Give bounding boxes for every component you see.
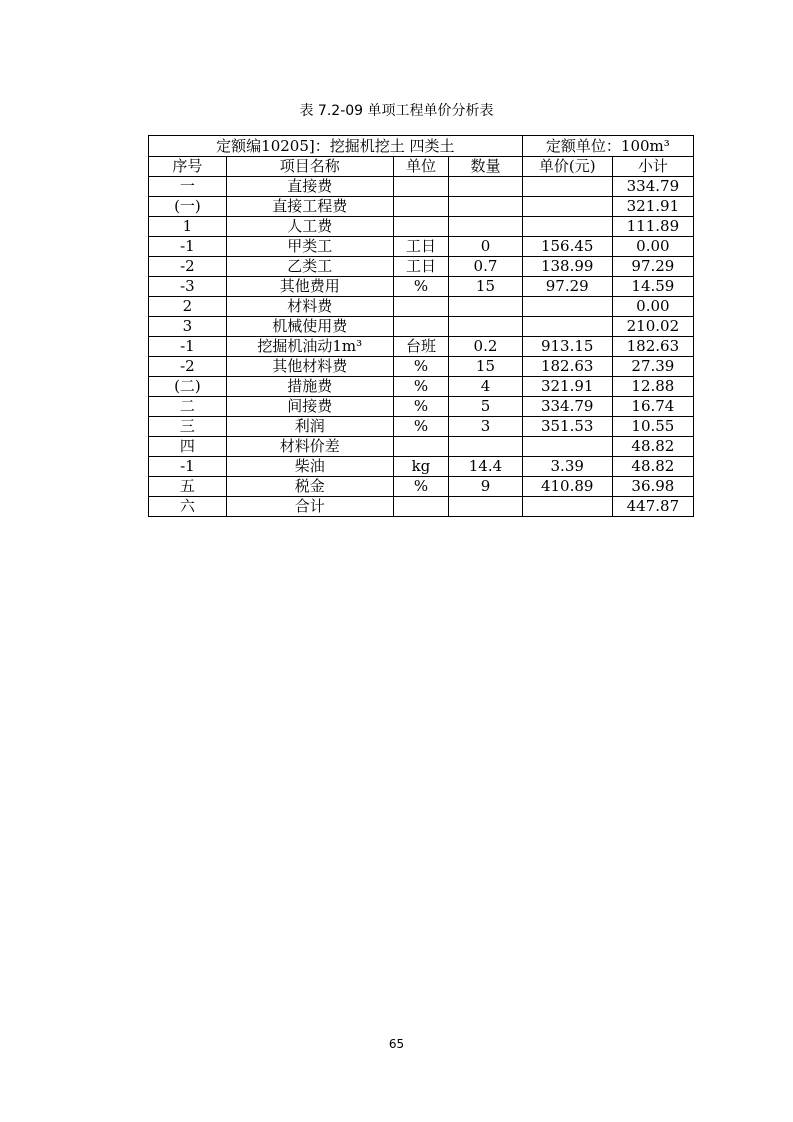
header-price: 单价(元) bbox=[522, 157, 612, 177]
cell-no: -1 bbox=[149, 457, 227, 477]
cell-price: 334.79 bbox=[522, 397, 612, 417]
table-row bbox=[149, 317, 694, 337]
cell-qty bbox=[449, 317, 522, 337]
header-no: 序号 bbox=[149, 157, 227, 177]
cell-name: 利润 bbox=[226, 417, 393, 437]
cell-qty: 0.2 bbox=[449, 337, 522, 357]
cell-qty bbox=[449, 297, 522, 317]
cell-unit bbox=[393, 297, 449, 317]
cell-no: 六 bbox=[149, 497, 227, 517]
cell-subtotal: 210.02 bbox=[612, 317, 693, 337]
cell-name: 其他材料费 bbox=[226, 357, 393, 377]
cell-qty: 0.7 bbox=[449, 257, 522, 277]
cell-name: 乙类工 bbox=[226, 257, 393, 277]
quota-header-row bbox=[149, 136, 694, 157]
cell-no: -1 bbox=[149, 237, 227, 257]
cell-no: 一 bbox=[149, 177, 227, 197]
cell-unit: % bbox=[393, 417, 449, 437]
cell-subtotal: 12.88 bbox=[612, 377, 693, 397]
cell-no: 1 bbox=[149, 217, 227, 237]
cell-name: 其他费用 bbox=[226, 277, 393, 297]
cell-name: 措施费 bbox=[226, 377, 393, 397]
cell-price: 138.99 bbox=[522, 257, 612, 277]
header-qty: 数量 bbox=[449, 157, 522, 177]
cell-price bbox=[522, 437, 612, 457]
cell-price bbox=[522, 217, 612, 237]
cell-subtotal: 14.59 bbox=[612, 277, 693, 297]
header-subtotal: 小计 bbox=[612, 157, 693, 177]
cell-qty: 3 bbox=[449, 417, 522, 437]
cell-name: 挖掘机油动1m³ bbox=[226, 337, 393, 357]
cell-no: -3 bbox=[149, 277, 227, 297]
table-row bbox=[149, 437, 694, 457]
cell-no: 二 bbox=[149, 397, 227, 417]
cell-name: 合计 bbox=[226, 497, 393, 517]
cell-price bbox=[522, 177, 612, 197]
cell-qty: 15 bbox=[449, 277, 522, 297]
cell-name: 人工费 bbox=[226, 217, 393, 237]
cell-subtotal: 321.91 bbox=[612, 197, 693, 217]
table-row bbox=[149, 417, 694, 437]
cell-subtotal: 48.82 bbox=[612, 437, 693, 457]
cell-qty: 0 bbox=[449, 237, 522, 257]
cell-subtotal: 182.63 bbox=[612, 337, 693, 357]
cell-name: 机械使用费 bbox=[226, 317, 393, 337]
cell-qty: 14.4 bbox=[449, 457, 522, 477]
cell-name: 材料价差 bbox=[226, 437, 393, 457]
cell-subtotal: 27.39 bbox=[612, 357, 693, 377]
quota-code-cell: 定额编10205]：挖掘机挖土 四类土 bbox=[149, 136, 523, 157]
cell-unit: % bbox=[393, 477, 449, 497]
cell-qty bbox=[449, 437, 522, 457]
cell-qty bbox=[449, 497, 522, 517]
table-row bbox=[149, 297, 694, 317]
table-row bbox=[149, 197, 694, 217]
table-row bbox=[149, 177, 694, 197]
cell-unit: % bbox=[393, 277, 449, 297]
cell-no: 五 bbox=[149, 477, 227, 497]
table-row bbox=[149, 497, 694, 517]
table-row bbox=[149, 277, 694, 297]
cell-no: 3 bbox=[149, 317, 227, 337]
cell-unit bbox=[393, 497, 449, 517]
cell-name: 柴油 bbox=[226, 457, 393, 477]
table-row bbox=[149, 257, 694, 277]
cell-price: 321.91 bbox=[522, 377, 612, 397]
table-row bbox=[149, 397, 694, 417]
cell-unit: kg bbox=[393, 457, 449, 477]
cell-unit bbox=[393, 177, 449, 197]
cell-qty: 5 bbox=[449, 397, 522, 417]
cell-unit: 台班 bbox=[393, 337, 449, 357]
cell-subtotal: 10.55 bbox=[612, 417, 693, 437]
table-row bbox=[149, 337, 694, 357]
cell-name: 税金 bbox=[226, 477, 393, 497]
cell-qty: 4 bbox=[449, 377, 522, 397]
cell-name: 间接费 bbox=[226, 397, 393, 417]
cell-no: (二) bbox=[149, 377, 227, 397]
cell-subtotal: 97.29 bbox=[612, 257, 693, 277]
cell-subtotal: 0.00 bbox=[612, 237, 693, 257]
cell-unit bbox=[393, 217, 449, 237]
table-caption: 表 7.2-09 单项工程单价分析表 bbox=[299, 103, 494, 119]
unit-price-analysis-table bbox=[148, 135, 694, 517]
cell-subtotal: 48.82 bbox=[612, 457, 693, 477]
table-row bbox=[149, 477, 694, 497]
cell-no: -1 bbox=[149, 337, 227, 357]
cell-qty bbox=[449, 177, 522, 197]
cell-no: -2 bbox=[149, 357, 227, 377]
cell-price: 97.29 bbox=[522, 277, 612, 297]
table-row bbox=[149, 217, 694, 237]
cell-no: -2 bbox=[149, 257, 227, 277]
cell-name: 直接费 bbox=[226, 177, 393, 197]
cell-subtotal: 36.98 bbox=[612, 477, 693, 497]
cell-subtotal: 0.00 bbox=[612, 297, 693, 317]
cell-no: 三 bbox=[149, 417, 227, 437]
cell-unit: % bbox=[393, 357, 449, 377]
cell-unit: % bbox=[393, 377, 449, 397]
quota-unit-cell: 定额单位：100m³ bbox=[522, 136, 693, 157]
cell-unit: 工日 bbox=[393, 237, 449, 257]
table-row bbox=[149, 377, 694, 397]
column-header-row bbox=[149, 157, 694, 177]
cell-subtotal: 111.89 bbox=[612, 217, 693, 237]
cell-unit: % bbox=[393, 397, 449, 417]
cell-price: 156.45 bbox=[522, 237, 612, 257]
cell-qty bbox=[449, 197, 522, 217]
cell-price: 3.39 bbox=[522, 457, 612, 477]
cell-unit: 工日 bbox=[393, 257, 449, 277]
cell-subtotal: 334.79 bbox=[612, 177, 693, 197]
table-row bbox=[149, 357, 694, 377]
cell-price: 410.89 bbox=[522, 477, 612, 497]
cell-no: 四 bbox=[149, 437, 227, 457]
cell-qty: 15 bbox=[449, 357, 522, 377]
table-row bbox=[149, 237, 694, 257]
page-number: 65 bbox=[388, 1037, 405, 1051]
table-row bbox=[149, 457, 694, 477]
cell-name: 直接工程费 bbox=[226, 197, 393, 217]
cell-price: 913.15 bbox=[522, 337, 612, 357]
cell-no: 2 bbox=[149, 297, 227, 317]
cell-price: 351.53 bbox=[522, 417, 612, 437]
cell-subtotal: 447.87 bbox=[612, 497, 693, 517]
cell-unit bbox=[393, 317, 449, 337]
cell-qty: 9 bbox=[449, 477, 522, 497]
cell-name: 材料费 bbox=[226, 297, 393, 317]
header-unit: 单位 bbox=[393, 157, 449, 177]
header-name: 项目名称 bbox=[226, 157, 393, 177]
cell-name: 甲类工 bbox=[226, 237, 393, 257]
cell-unit bbox=[393, 437, 449, 457]
cell-no: (一) bbox=[149, 197, 227, 217]
cell-price bbox=[522, 297, 612, 317]
cell-unit bbox=[393, 197, 449, 217]
cell-subtotal: 16.74 bbox=[612, 397, 693, 417]
cell-price: 182.63 bbox=[522, 357, 612, 377]
cell-price bbox=[522, 317, 612, 337]
cell-price bbox=[522, 497, 612, 517]
cell-price bbox=[522, 197, 612, 217]
cell-qty bbox=[449, 217, 522, 237]
